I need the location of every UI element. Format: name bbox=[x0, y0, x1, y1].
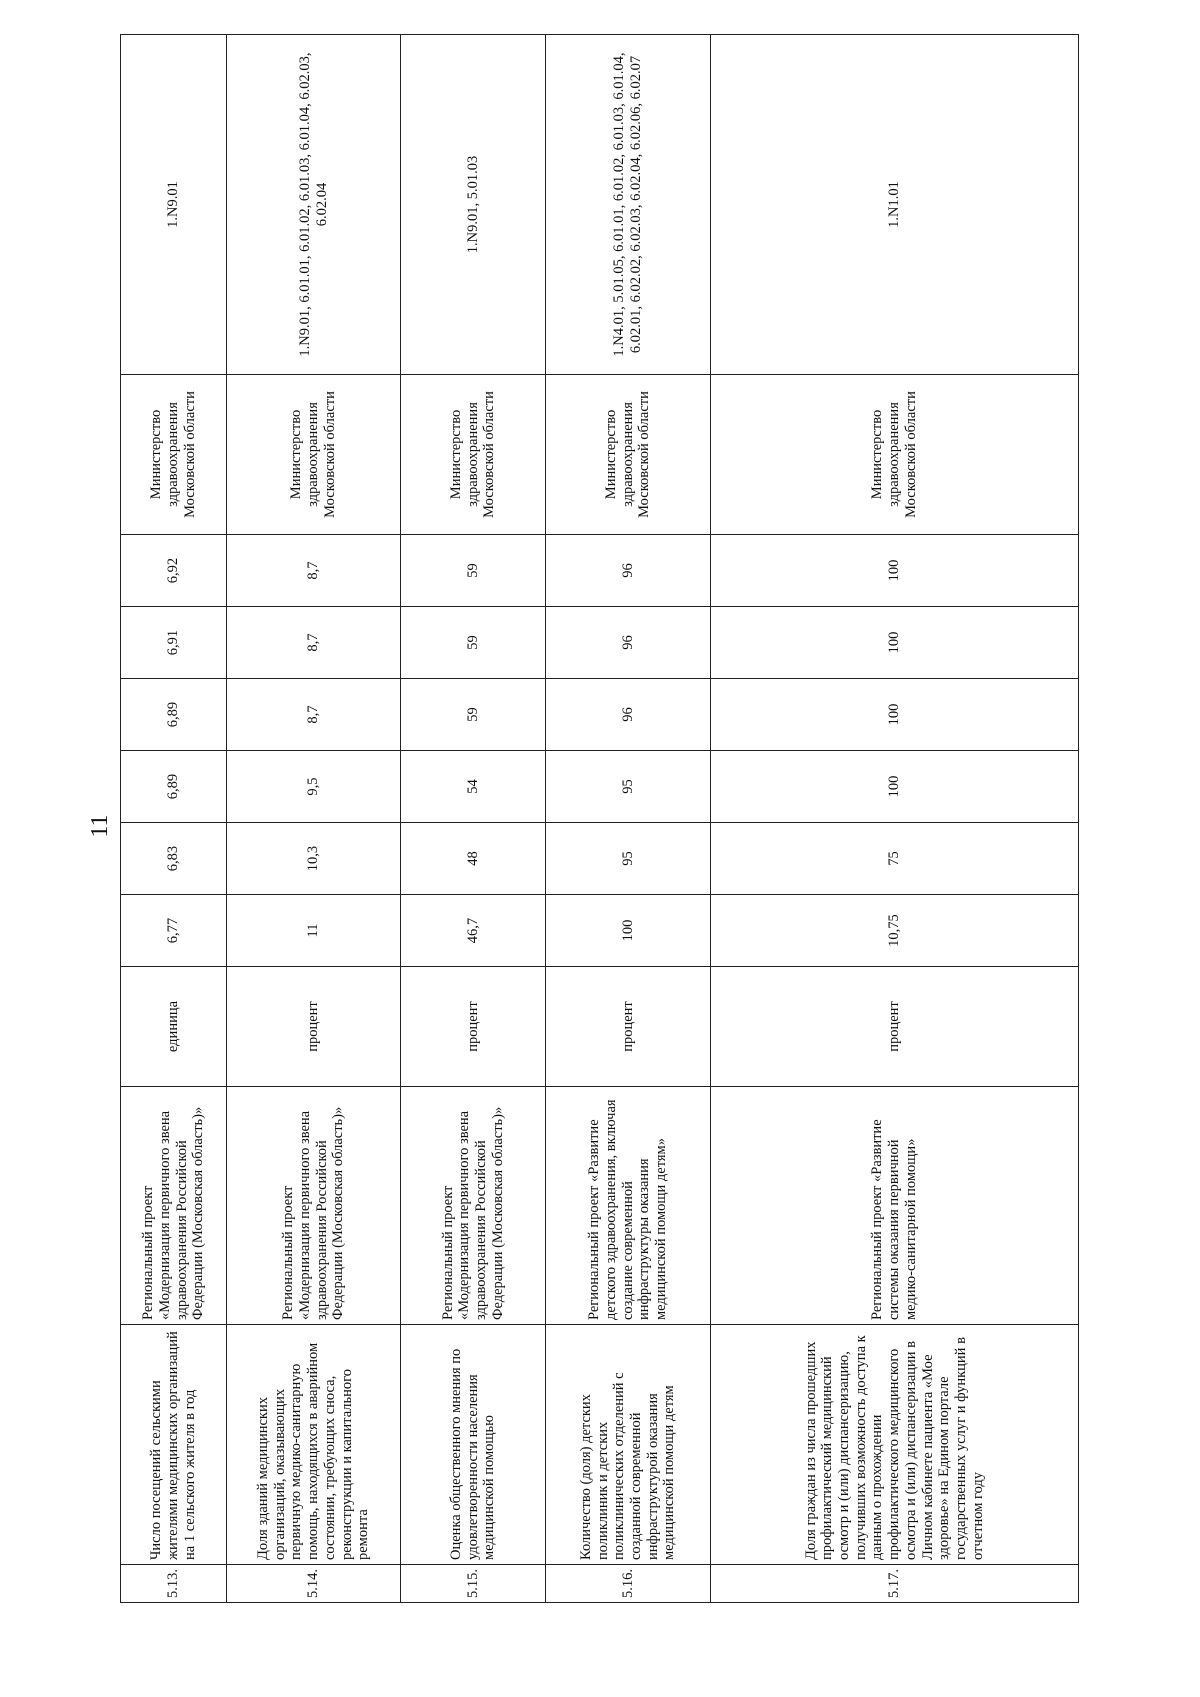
table-row bbox=[711, 35, 1079, 1603]
table-row bbox=[546, 35, 711, 1603]
project-name: Региональный проект «Модернизация первичного звена здравоохранения Российской Федерации (Московская область)» bbox=[227, 1087, 401, 1325]
page-number: 11 bbox=[87, 814, 113, 838]
value-cell: 48 bbox=[401, 823, 546, 895]
indicator-name: Оценка общественного мнения по удовлетворенности населения медицинской помощью bbox=[401, 1325, 546, 1565]
rotated-table-container bbox=[120, 35, 1078, 1603]
indicator-name: Доля зданий медицинских организаций, оказывающих первичную медико-санитарную помощь, находящихся в аварийном состоянии, требующих сноса, реконструкции и капитального ремонта bbox=[227, 1325, 401, 1565]
unit-cell: процент bbox=[711, 967, 1079, 1087]
row-number: 5.15. bbox=[401, 1565, 546, 1603]
row-number: 5.17. bbox=[711, 1565, 1079, 1603]
value-cell: 100 bbox=[546, 895, 711, 967]
value-cell: 59 bbox=[401, 679, 546, 751]
value-cell: 6,89 bbox=[121, 679, 227, 751]
value-cell: 6,77 bbox=[121, 895, 227, 967]
value-cell: 96 bbox=[546, 679, 711, 751]
unit-cell: процент bbox=[546, 967, 711, 1087]
value-cell: 59 bbox=[401, 607, 546, 679]
value-cell: 59 bbox=[401, 535, 546, 607]
value-cell: 96 bbox=[546, 607, 711, 679]
row-number: 5.14. bbox=[227, 1565, 401, 1603]
value-cell: 6,92 bbox=[121, 535, 227, 607]
responsible-cell: Министерство здравоохранения Московской области bbox=[121, 375, 227, 535]
unit-cell: процент bbox=[401, 967, 546, 1087]
value-cell: 10,3 bbox=[227, 823, 401, 895]
table-row bbox=[121, 35, 227, 1603]
value-cell: 6,89 bbox=[121, 751, 227, 823]
value-cell: 8,7 bbox=[227, 679, 401, 751]
indicator-name: Количество (доля) детских поликлиник и детских поликлинических отделений с созданной современной инфраструктурой оказания медицинской помощи детям bbox=[546, 1325, 711, 1565]
value-cell: 8,7 bbox=[227, 535, 401, 607]
value-cell: 100 bbox=[711, 535, 1079, 607]
value-cell: 96 bbox=[546, 535, 711, 607]
project-name: Региональный проект «Развитие системы оказания первичной медико-санитарной помощи» bbox=[711, 1087, 1079, 1325]
responsible-cell: Министерство здравоохранения Московской области bbox=[546, 375, 711, 535]
unit-cell: процент bbox=[227, 967, 401, 1087]
value-cell: 9,5 bbox=[227, 751, 401, 823]
value-cell: 10,75 bbox=[711, 895, 1079, 967]
row-number: 5.13. bbox=[121, 1565, 227, 1603]
project-name: Региональный проект «Развитие детского здравоохранения, включая создание современной инфраструктуры оказания медицинской помощи детям» bbox=[546, 1087, 711, 1325]
value-cell: 54 bbox=[401, 751, 546, 823]
project-name: Региональный проект «Модернизация первичного звена здравоохранения Российской Федерации (Московская область)» bbox=[121, 1087, 227, 1325]
codes-cell: 1.N9.01 bbox=[121, 35, 227, 375]
value-cell: 6,91 bbox=[121, 607, 227, 679]
value-cell: 100 bbox=[711, 679, 1079, 751]
codes-cell: 1.N4.01, 5.01.05, 6.01.01, 6.01.02, 6.01.03, 6.01.04, 6.02.01, 6.02.02, 6.02.03, 6.02.04, 6.02.06, 6.02.07 bbox=[546, 35, 711, 375]
responsible-cell: Министерство здравоохранения Московской области bbox=[227, 375, 401, 535]
value-cell: 100 bbox=[711, 607, 1079, 679]
responsible-cell: Министерство здравоохранения Московской области bbox=[401, 375, 546, 535]
indicators-table bbox=[120, 34, 1079, 1603]
indicator-name: Доля граждан из числа прошедших профилактический медицинский осмотр и (или) диспансеризацию, получивших возможность доступа к данным о прохождении профилактического медицинского осмотра и (или) диспансеризации в Личном кабинете пациента «Мое здоровье» на Едином портале государственных услуг и функций в отчетном году bbox=[711, 1325, 1079, 1565]
unit-cell: единица bbox=[121, 967, 227, 1087]
codes-cell: 1.N1.01 bbox=[711, 35, 1079, 375]
value-cell: 11 bbox=[227, 895, 401, 967]
responsible-cell: Министерство здравоохранения Московской области bbox=[711, 375, 1079, 535]
value-cell: 6,83 bbox=[121, 823, 227, 895]
value-cell: 95 bbox=[546, 823, 711, 895]
value-cell: 95 bbox=[546, 751, 711, 823]
value-cell: 8,7 bbox=[227, 607, 401, 679]
table-row bbox=[401, 35, 546, 1603]
value-cell: 46,7 bbox=[401, 895, 546, 967]
table-row bbox=[227, 35, 401, 1603]
value-cell: 100 bbox=[711, 751, 1079, 823]
codes-cell: 1.N9.01, 5.01.03 bbox=[401, 35, 546, 375]
value-cell: 75 bbox=[711, 823, 1079, 895]
row-number: 5.16. bbox=[546, 1565, 711, 1603]
indicator-name: Число посещений сельскими жителями медицинских организаций на 1 сельского жителя в год bbox=[121, 1325, 227, 1565]
codes-cell: 1.N9.01, 6.01.01, 6.01.02, 6.01.03, 6.01.04, 6.02.03, 6.02.04 bbox=[227, 35, 401, 375]
project-name: Региональный проект «Модернизация первичного звена здравоохранения Российской Федерации (Московская область)» bbox=[401, 1087, 546, 1325]
